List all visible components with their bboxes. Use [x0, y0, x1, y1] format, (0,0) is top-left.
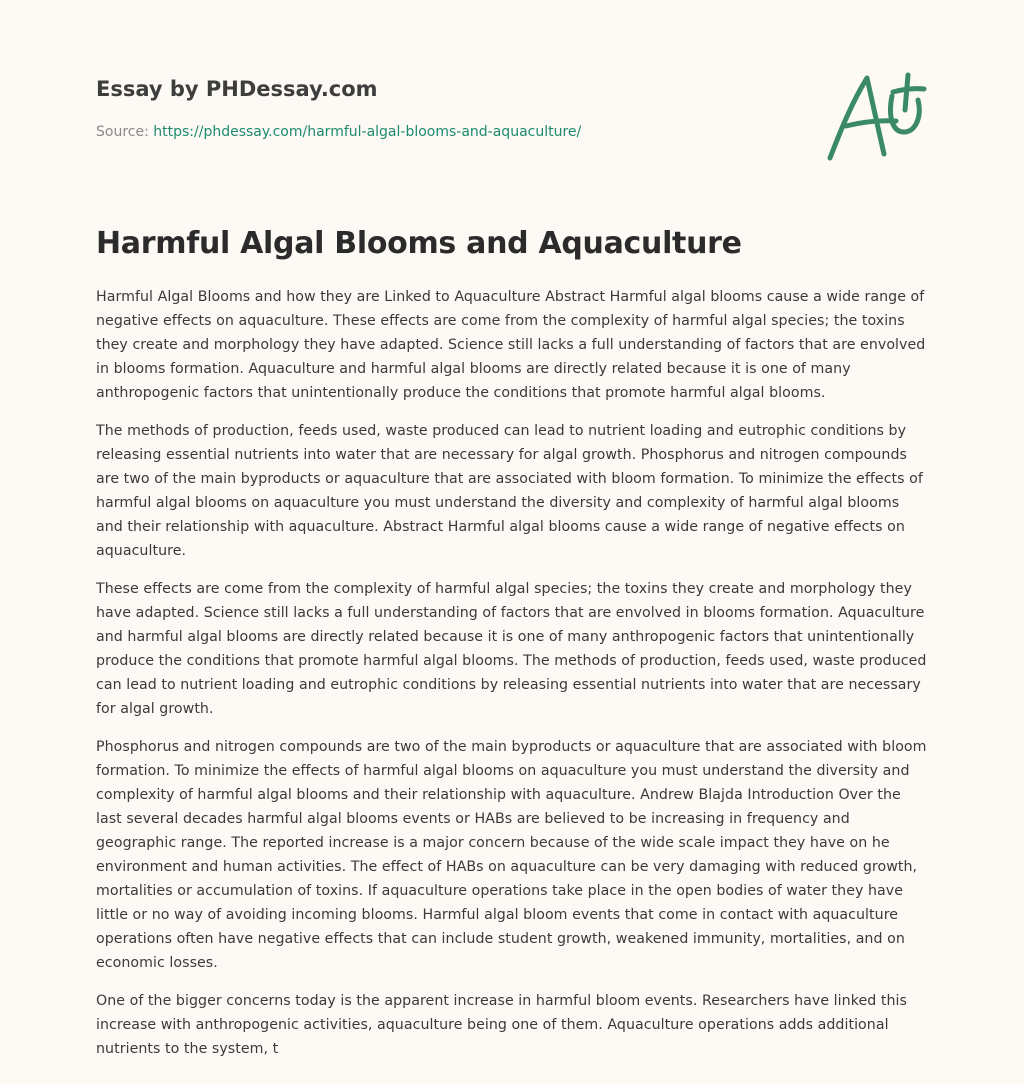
essay-paragraph: These effects are come from the complexity of harmful algal species; the toxins they create and morphology they have adapted. Science still lacks a full understanding of factors that are envolved in blooms formation. Aquaculture and harmful algal blooms are directly related because it is one of many anthropogenic factors that unintentionally produce the conditions that promote harmful algal blooms. The methods of production, feeds used, waste produced can lead to nutrient loading and eutrophic conditions by releasing essential nutrients into water that are necessary for algal growth. [96, 581, 927, 717]
essay-paragraph: One of the bigger concerns today is the apparent increase in harmful bloom events. Researchers have linked this increase with anthropogenic activities, aquaculture being one of them. Aquaculture operations adds additional nutrients to the system, t [96, 993, 907, 1057]
source-label: Source: [96, 124, 149, 140]
essay-title: Harmful Algal Blooms and Aquaculture [96, 226, 742, 261]
a-plus-grade-icon [822, 70, 928, 164]
essay-paragraph: Phosphorus and nitrogen compounds are two of the main byproducts or aquaculture that are associated with bloom formation. To minimize the effects of harmful algal blooms on aquaculture you must understand the diversity and complexity of harmful algal blooms and their relationship with aquaculture. Andrew Blajda Introduction Over the last several decades harmful algal blooms events or HABs are believed to be increasing in frequency and geographic range. The reported increase is a major concern because of the wide scale impact they have on he environment and human activities. The effect of HABs on aquaculture can be very damaging with reduced growth, mortalities or accumulation of toxins. If aquaculture operations take place in the open bodies of water they have little or no way of avoiding incoming blooms. Harmful algal bloom events that come in contact with aquaculture operations often have negative effects that can include student growth, weakened immunity, mortalities, and on economic losses. [96, 739, 927, 971]
essay-paragraph: Harmful Algal Blooms and how they are Linked to Aquaculture Abstract Harmful algal blooms cause a wide range of negative effects on aquaculture. These effects are come from the complexity of harmful algal species; the toxins they create and morphology they have adapted. Science still lacks a full understanding of factors that are envolved in blooms formation. Aquaculture and harmful algal blooms are directly related because it is one of many anthropogenic factors that unintentionally produce the conditions that promote harmful algal blooms. [96, 289, 926, 401]
essay-body [96, 285, 930, 1075]
essay-paragraph: The methods of production, feeds used, waste produced can lead to nutrient loading and eutrophic conditions by releasing essential nutrients into water that are necessary for algal growth. Phosphorus and nitrogen compounds are two of the main byproducts or aquaculture that are associated with bloom formation. To minimize the effects of harmful algal blooms on aquaculture you must understand the diversity and complexity of harmful algal blooms and their relationship with aquaculture. Abstract Harmful algal blooms cause a wide range of negative effects on aquaculture. [96, 423, 923, 559]
source-link[interactable]: https://phdessay.com/harmful-algal-blooms-and-aquaculture/ [153, 124, 582, 140]
source-line [96, 124, 581, 140]
site-title: Essay by PHDessay.com [96, 77, 378, 101]
